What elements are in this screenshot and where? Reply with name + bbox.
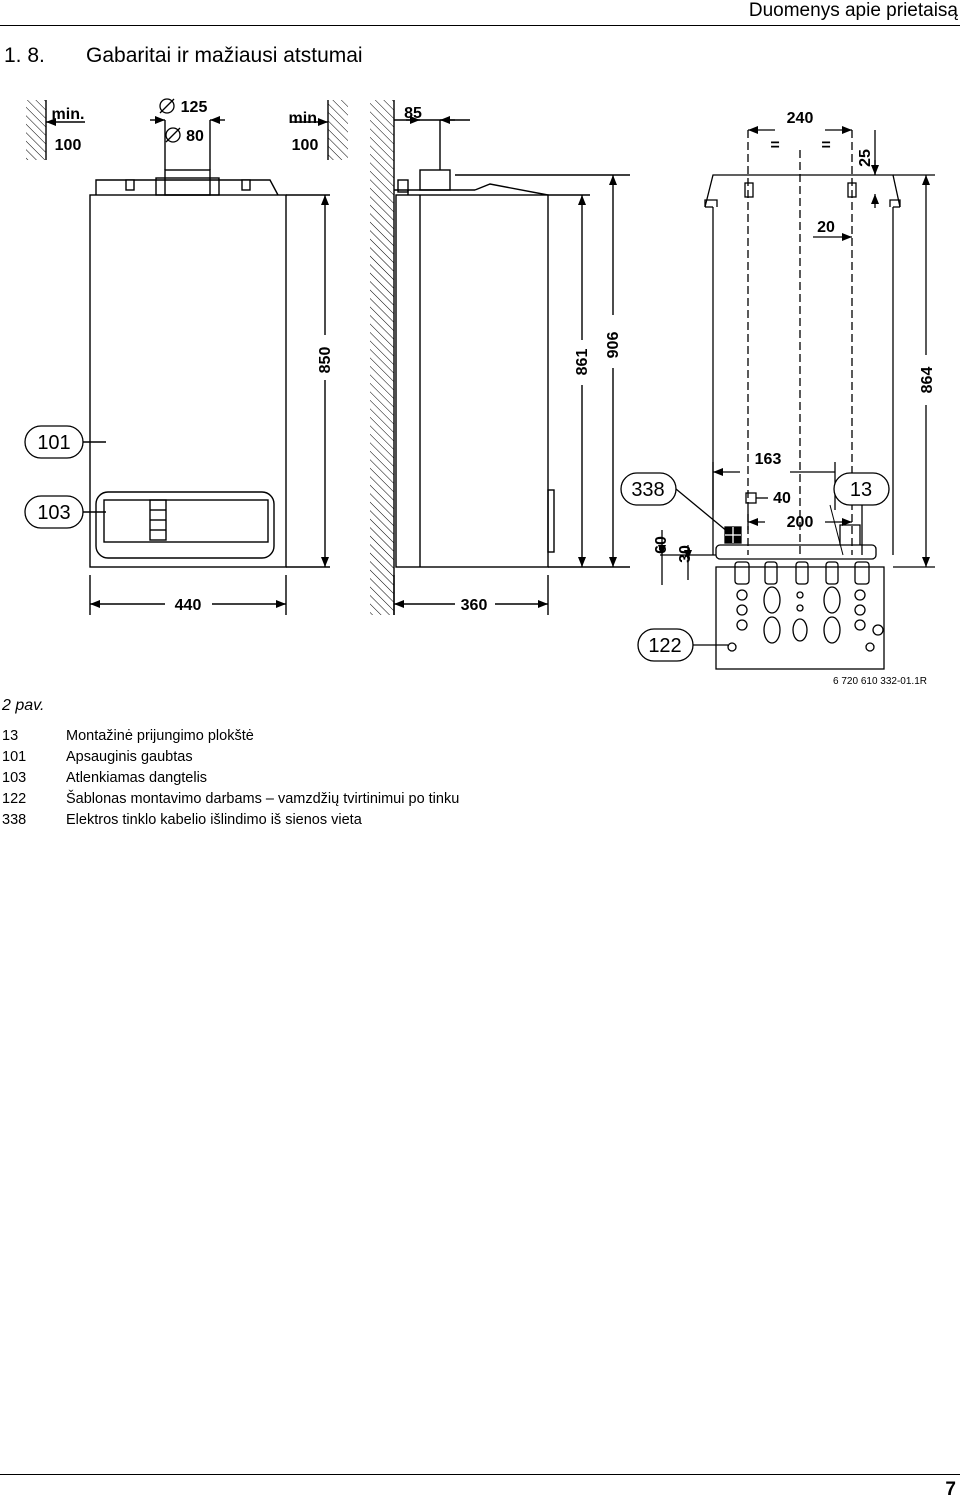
legend-text: Apsauginis gaubtas xyxy=(66,749,193,765)
flue-collar xyxy=(165,170,210,195)
page-number: 7 xyxy=(945,1479,956,1500)
legend-key: 338 xyxy=(2,812,27,828)
legend-text: Montažinė prijungimo plokštė xyxy=(66,728,254,744)
header-title: Duomenys apie prietaisą xyxy=(748,0,958,21)
dim-864: 864 xyxy=(919,366,936,394)
dim-440: 440 xyxy=(174,597,202,614)
dim-906: 906 xyxy=(605,331,622,359)
side-casing xyxy=(396,195,548,567)
legend-row xyxy=(2,768,472,789)
front-casing xyxy=(90,195,286,567)
dim-min-left-value: 100 xyxy=(54,137,82,154)
dim-min-right-value: 100 xyxy=(291,137,319,154)
dim-30: 30 xyxy=(677,545,694,563)
callout-122: 122 xyxy=(648,635,682,657)
callout-13: 13 xyxy=(849,479,873,501)
dimension-drawing xyxy=(0,90,960,690)
side-flue-collar xyxy=(420,170,450,190)
legend-key: 13 xyxy=(2,728,19,744)
wall-hatch-side xyxy=(370,100,394,615)
legend-row xyxy=(2,789,472,810)
dim-240: 240 xyxy=(786,110,814,127)
legend-text: Atlenkiamas dangtelis xyxy=(66,770,208,786)
callout-103: 103 xyxy=(37,502,71,524)
dim-163: 163 xyxy=(754,451,782,468)
legend-row xyxy=(2,810,472,831)
legend-text: Elektros tinklo kabelio išlindimo iš sienos vieta xyxy=(66,812,362,828)
section-number: 1. 8. xyxy=(4,44,45,67)
callout-338: 338 xyxy=(631,479,665,501)
mounting-template xyxy=(716,567,884,669)
dim-eq-1: = xyxy=(770,137,780,154)
rear-view xyxy=(660,130,935,669)
dim-flue-inner: 80 xyxy=(186,128,204,145)
dim-40: 40 xyxy=(773,490,791,507)
legend-text: Šablonas montavimo darbams – vamzdžių tvirtinimui po tinku xyxy=(66,791,460,807)
dim-60: 60 xyxy=(653,536,670,554)
figure-code: 6 720 610 332-01.1R xyxy=(833,676,927,687)
figure-caption: 2 pav. xyxy=(2,697,45,714)
legend-row xyxy=(2,747,472,768)
dim-flue-outer: 125 xyxy=(180,99,208,116)
legend-key: 101 xyxy=(2,749,27,765)
front-view xyxy=(26,100,348,615)
mounting-holes xyxy=(728,562,883,651)
side-view xyxy=(370,100,630,615)
dim-850: 850 xyxy=(317,346,334,374)
dim-25: 25 xyxy=(857,149,874,167)
dim-eq-2: = xyxy=(821,137,831,154)
wall-hatch-right xyxy=(328,100,348,160)
dim-85: 85 xyxy=(404,105,422,122)
legend-key: 103 xyxy=(2,770,27,786)
dim-861: 861 xyxy=(574,348,591,376)
legend-key: 122 xyxy=(2,791,27,807)
dim-20: 20 xyxy=(817,219,835,236)
dim-200: 200 xyxy=(786,514,814,531)
wall-hatch-left xyxy=(26,100,46,160)
section-title: Gabaritai ir mažiausi atstumai xyxy=(86,44,363,67)
dim-min-left-label: min. xyxy=(51,106,85,123)
callout-101: 101 xyxy=(37,432,71,454)
dim-360: 360 xyxy=(460,597,488,614)
legend-row xyxy=(2,726,472,747)
legend xyxy=(2,726,472,831)
dimension-figure xyxy=(0,90,960,695)
footer-rule xyxy=(0,1474,960,1475)
dim-min-right-label: min. xyxy=(288,110,322,127)
side-knob xyxy=(548,490,554,552)
front-control-cover xyxy=(96,492,274,558)
header-rule xyxy=(0,25,960,26)
